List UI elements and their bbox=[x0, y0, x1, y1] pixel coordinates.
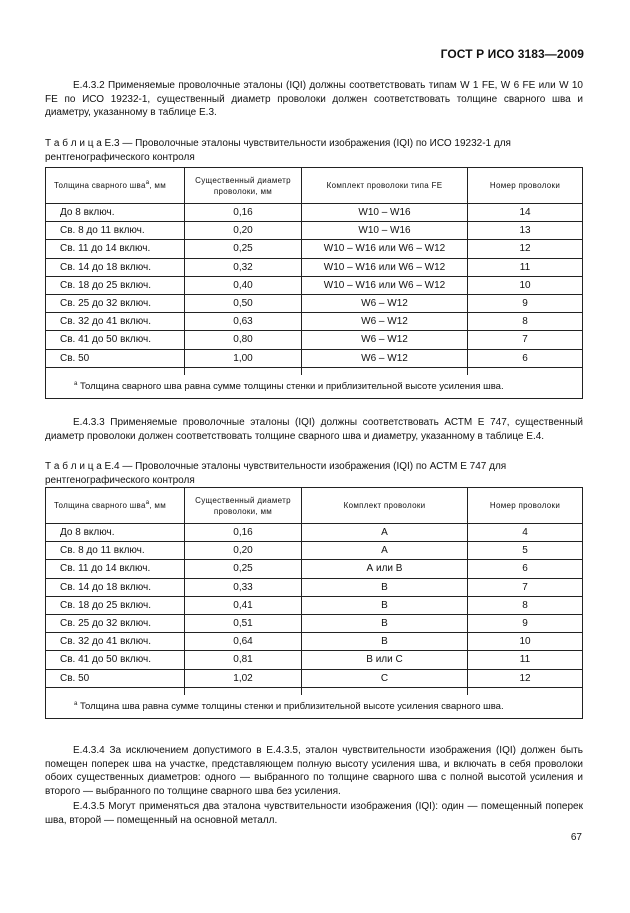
diameter-cell: 0,16 bbox=[185, 204, 302, 222]
diameter-cell: 0,81 bbox=[185, 651, 302, 669]
thickness-cell: Св. 14 до 18 включ. bbox=[46, 578, 185, 596]
wire-set-cell: W6 – W12 bbox=[302, 294, 468, 312]
diameter-cell: 0,25 bbox=[185, 560, 302, 578]
wire-number-cell: 13 bbox=[468, 222, 583, 240]
wire-number-cell: 8 bbox=[468, 313, 583, 331]
paragraph-e432 bbox=[45, 79, 583, 120]
paragraph-e434 bbox=[45, 744, 583, 798]
wire-set-cell: А bbox=[302, 542, 468, 560]
diameter-cell: 0,80 bbox=[185, 331, 302, 349]
wire-number-cell: 14 bbox=[468, 204, 583, 222]
table-row bbox=[46, 524, 583, 542]
table-e4-body bbox=[46, 524, 583, 695]
wire-set-cell: А bbox=[302, 524, 468, 542]
wire-set-cell: В bbox=[302, 578, 468, 596]
paragraph-e435 bbox=[45, 800, 583, 827]
wire-set-cell: W10 – W16 или W6 – W12 bbox=[302, 240, 468, 258]
wire-number-cell: 12 bbox=[468, 240, 583, 258]
paragraph-e432-text: Е.4.3.2 Применяемые проволочные эталоны (IQI) должны соответствовать типам W 1 FE, W 6 FE или W 10 FE по ИСО 19232-1, существенный диаметр проволоки должен соответствовать толщине сварного шва и диаметру, указанному в таблице Е.3. bbox=[45, 80, 583, 118]
wire-set-cell: В bbox=[302, 633, 468, 651]
table-row bbox=[46, 240, 583, 258]
wire-set-cell: W10 – W16 bbox=[302, 222, 468, 240]
diameter-cell: 0,64 bbox=[185, 633, 302, 651]
table-row bbox=[46, 331, 583, 349]
paragraph-e434-text: Е.4.3.4 За исключением допустимого в Е.4.3.5, эталон чувствительности изображения (IQI) должен быть помещен поперек шва на участке, представляющем полную высоту усиления шва, и включать в себя проволоки обоих существенных диаметров: одного — выбранного по толщине сварного шва с полной высотой усиления и второго — выбранного по толщине сварного шва без усиления. bbox=[45, 745, 583, 797]
table-e3-caption: Т а б л и ц а Е.3 — Проволочные эталоны чувствительности изображения (IQI) по ИСО 19232-1 для рентгенографического контроля bbox=[45, 138, 511, 163]
diameter-cell: 1,00 bbox=[185, 349, 302, 367]
wire-number-cell: 6 bbox=[468, 349, 583, 367]
wire-number-cell: 11 bbox=[468, 651, 583, 669]
table-e3 bbox=[45, 167, 583, 399]
standard-header: ГОСТ Р ИСО 3183—2009 bbox=[440, 47, 584, 61]
wire-number-cell: 10 bbox=[468, 276, 583, 294]
wire-number-cell: 9 bbox=[468, 614, 583, 632]
column-header-diameter: Существенный диаметр проволоки, мм bbox=[185, 488, 302, 524]
paragraph-e435-text: Е.4.3.5 Могут применяться два эталона чувствительности изображения (IQI): один — помещенный поперек шва, второй — помещенный на основной металл. bbox=[45, 801, 583, 826]
thickness-cell: Св. 25 до 32 включ. bbox=[46, 614, 185, 632]
wire-set-cell: W6 – W12 bbox=[302, 349, 468, 367]
diameter-cell: 1,02 bbox=[185, 669, 302, 687]
wire-number-cell: 12 bbox=[468, 669, 583, 687]
wire-number-cell: 5 bbox=[468, 542, 583, 560]
wire-set-cell: W6 – W12 bbox=[302, 313, 468, 331]
diameter-cell: 0,40 bbox=[185, 276, 302, 294]
table-row bbox=[46, 596, 583, 614]
table-row bbox=[46, 313, 583, 331]
thickness-cell: Св. 18 до 25 включ. bbox=[46, 596, 185, 614]
table-note-row bbox=[46, 695, 583, 719]
wire-set-cell: W10 – W16 bbox=[302, 204, 468, 222]
wire-set-cell: W10 – W16 или W6 – W12 bbox=[302, 276, 468, 294]
diameter-cell: 0,16 bbox=[185, 524, 302, 542]
wire-number-cell: 7 bbox=[468, 331, 583, 349]
wire-number-cell: 6 bbox=[468, 560, 583, 578]
table-spacer-row bbox=[46, 367, 583, 375]
wire-set-cell: W10 – W16 или W6 – W12 bbox=[302, 258, 468, 276]
column-header-wire-number: Номер проволоки bbox=[468, 488, 583, 524]
thickness-cell: Св. 11 до 14 включ. bbox=[46, 240, 185, 258]
table-row bbox=[46, 204, 583, 222]
paragraph-e433-text: Е.4.3.3 Применяемые проволочные эталоны (IQI) должны соответствовать АСТМ Е 747, существенный диаметр проволоки должен соответствовать толщине сварного шва и диаметру, указанному в таблице Е.4. bbox=[45, 417, 583, 442]
diameter-cell: 0,33 bbox=[185, 578, 302, 596]
column-header-diameter: Существенный диаметр проволоки, мм bbox=[185, 168, 302, 204]
wire-set-cell: W6 – W12 bbox=[302, 331, 468, 349]
table-row bbox=[46, 542, 583, 560]
thickness-cell: Св. 32 до 41 включ. bbox=[46, 633, 185, 651]
thickness-cell: Св. 32 до 41 включ. bbox=[46, 313, 185, 331]
wire-set-cell: А или В bbox=[302, 560, 468, 578]
column-header-wire-set: Комплект проволоки bbox=[302, 488, 468, 524]
wire-number-cell: 8 bbox=[468, 596, 583, 614]
table-e4-note: $^a$ Толщина шва равна сумме толщины стенки и приблизительной высоте усиления сварного шва. bbox=[46, 695, 583, 719]
wire-set-cell: В bbox=[302, 614, 468, 632]
thickness-cell: Св. 41 до 50 включ. bbox=[46, 651, 185, 669]
diameter-cell: 0,50 bbox=[185, 294, 302, 312]
column-header-wire-set: Комплект проволоки типа FE bbox=[302, 168, 468, 204]
table-row bbox=[46, 258, 583, 276]
wire-set-cell: С bbox=[302, 669, 468, 687]
diameter-cell: 0,20 bbox=[185, 542, 302, 560]
table-row bbox=[46, 276, 583, 294]
table-row bbox=[46, 349, 583, 367]
thickness-cell: До 8 включ. bbox=[46, 524, 185, 542]
table-spacer-row bbox=[46, 687, 583, 695]
table-row bbox=[46, 614, 583, 632]
table-row bbox=[46, 669, 583, 687]
diameter-cell: 0,25 bbox=[185, 240, 302, 258]
table-e3-note: $^a$ Толщина сварного шва равна сумме толщины стенки и приблизительной высоте усиления шва. bbox=[46, 375, 583, 399]
diameter-cell: 0,41 bbox=[185, 596, 302, 614]
column-header-thickness: Толщина сварного шва$^a$, мм bbox=[46, 488, 185, 524]
wire-number-cell: 10 bbox=[468, 633, 583, 651]
table-row bbox=[46, 294, 583, 312]
page-number: 67 bbox=[570, 832, 582, 843]
wire-set-cell: В bbox=[302, 596, 468, 614]
table-e4 bbox=[45, 487, 583, 719]
thickness-cell: До 8 включ. bbox=[46, 204, 185, 222]
diameter-cell: 0,32 bbox=[185, 258, 302, 276]
thickness-cell: Св. 25 до 32 включ. bbox=[46, 294, 185, 312]
diameter-cell: 0,63 bbox=[185, 313, 302, 331]
thickness-cell: Св. 8 до 11 включ. bbox=[46, 222, 185, 240]
column-header-thickness: Толщина сварного шва$^a$, мм bbox=[46, 168, 185, 204]
diameter-cell: 0,20 bbox=[185, 222, 302, 240]
table-row bbox=[46, 633, 583, 651]
thickness-cell: Св. 8 до 11 включ. bbox=[46, 542, 185, 560]
table-row bbox=[46, 222, 583, 240]
table-header-row bbox=[46, 488, 583, 524]
diameter-cell: 0,51 bbox=[185, 614, 302, 632]
wire-number-cell: 7 bbox=[468, 578, 583, 596]
wire-number-cell: 4 bbox=[468, 524, 583, 542]
wire-set-cell: В или С bbox=[302, 651, 468, 669]
wire-number-cell: 11 bbox=[468, 258, 583, 276]
table-header-row bbox=[46, 168, 583, 204]
table-row bbox=[46, 651, 583, 669]
thickness-cell: Св. 18 до 25 включ. bbox=[46, 276, 185, 294]
table-row bbox=[46, 578, 583, 596]
wire-number-cell: 9 bbox=[468, 294, 583, 312]
table-note-row bbox=[46, 375, 583, 399]
thickness-cell: Св. 11 до 14 включ. bbox=[46, 560, 185, 578]
column-header-wire-number: Номер проволоки bbox=[468, 168, 583, 204]
table-e3-body bbox=[46, 204, 583, 375]
table-e4-caption: Т а б л и ц а Е.4 — Проволочные эталоны чувствительности изображения (IQI) по АСТМ Е 747 для рентгенографического контроля bbox=[45, 461, 507, 486]
thickness-cell: Св. 41 до 50 включ. bbox=[46, 331, 185, 349]
paragraph-e433 bbox=[45, 416, 583, 443]
thickness-cell: Св. 14 до 18 включ. bbox=[46, 258, 185, 276]
table-row bbox=[46, 560, 583, 578]
thickness-cell: Св. 50 bbox=[46, 349, 185, 367]
thickness-cell: Св. 50 bbox=[46, 669, 185, 687]
